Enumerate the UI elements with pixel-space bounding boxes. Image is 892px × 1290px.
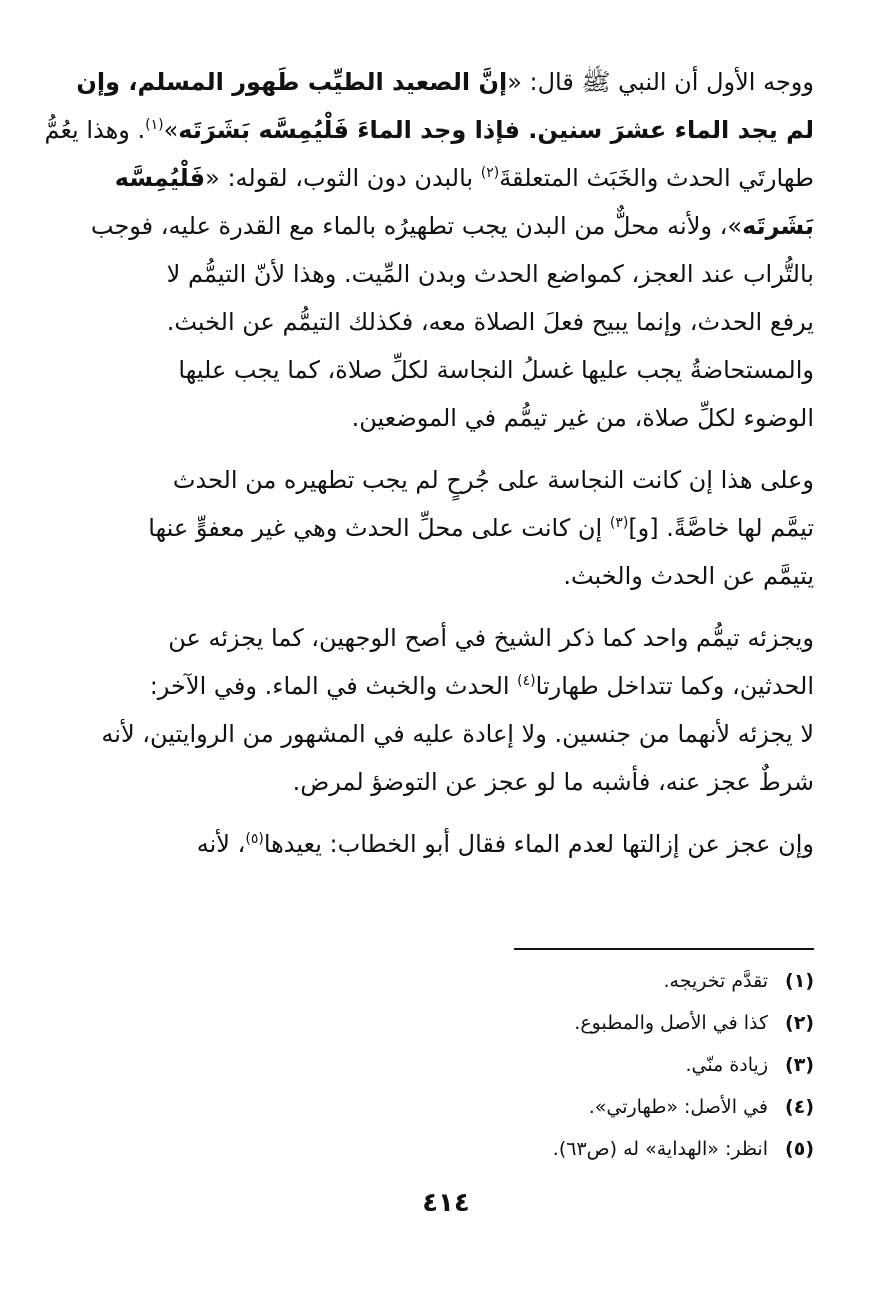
text-line <box>78 346 814 394</box>
text-line <box>78 504 814 552</box>
footnote-text: كذا في الأصل والمطبوع. <box>574 1012 768 1034</box>
footnote <box>78 1044 814 1086</box>
text-run: الحدثين، وكما تتداخل طهارتا <box>535 672 814 700</box>
footnote-divider <box>514 948 814 950</box>
footnote-text: تقدَّم تخريجه. <box>663 970 768 992</box>
paragraph <box>78 820 814 868</box>
text-line <box>78 552 814 600</box>
text-line <box>78 250 814 298</box>
page-number: ٤١٤ <box>422 1188 470 1218</box>
footnote-number: (٤) <box>785 1096 814 1118</box>
text-run: تيمَّم لها خاصَّةً. [و] <box>628 514 814 542</box>
footnotes <box>78 960 814 1170</box>
quoted-text: لم يجد الماء عشرَ سنين. فإذا وجد الماءَ فَلْيُمِسَّه بَشَرَتَه <box>178 116 814 144</box>
footnote <box>78 1002 814 1044</box>
text-run: شرطٌ عجز عنه، فأشبه ما لو عجز عن التوضؤ لمرض. <box>292 768 814 796</box>
text-line <box>78 456 814 504</box>
text-run: ويجزئه تيمُّم واحد كما ذكر الشيخ في أصح الوجهين، كما يجزئه عن <box>168 624 814 652</box>
footnote <box>78 960 814 1002</box>
text-line <box>78 154 814 202</box>
text-line <box>44 106 814 154</box>
text-run: بالبدن دون الثوب، لقوله: « <box>205 164 481 192</box>
text-run: الحدث والخبث في الماء. وفي الآخر: <box>149 672 518 700</box>
text-run: يتيمَّم عن الحدث والخبث. <box>563 562 814 590</box>
footnote-ref: (٢) <box>480 165 500 181</box>
footnote-text: في الأصل: «طهارتي». <box>588 1096 768 1118</box>
text-run: والمستحاضةُ يجب عليها غسلُ النجاسة لكلِّ صلاة، كما يجب عليها <box>178 356 814 384</box>
text-line <box>78 662 814 710</box>
text-line <box>78 202 814 250</box>
text-run: وعلى هذا إن كانت النجاسة على جُرحٍ لم يجب تطهيره من الحدث <box>172 466 814 494</box>
footnote-number: (١) <box>785 970 814 992</box>
footnote-ref: (٣) <box>609 515 629 531</box>
paragraph <box>44 58 814 442</box>
text-run: يرفع الحدث، وإنما يبيح فعلَ الصلاة معه، فكذلك التيمُّم عن الخبث. <box>166 308 814 336</box>
text-run: ووجه الأول أن النبي ﷺ قال: « <box>507 68 814 96</box>
main-text <box>44 58 814 882</box>
text-line <box>78 758 814 806</box>
footnote-text: زيادة منّي. <box>685 1054 768 1076</box>
quoted-text: فَلْيُمِسَّه <box>114 164 206 192</box>
text-line <box>78 710 814 758</box>
text-run: »، ولأنه محلٌّ من البدن يجب تطهيرُه بالماء مع القدرة عليه، فوجب <box>90 212 743 240</box>
text-run: بالتُّراب عند العجز، كمواضع الحدث وبدن المِّيت. وهذا لأنّ التيمُّم لا <box>166 260 814 288</box>
footnote-number: (٢) <box>785 1012 814 1034</box>
footnote-number: (٥) <box>785 1138 814 1160</box>
quoted-text: إنَّ الصعيد الطيِّب طَهور المسلم، وإن <box>76 68 508 96</box>
footnote-ref: (٥) <box>245 831 264 847</box>
footnote <box>78 1086 814 1128</box>
footnote-ref: (٤) <box>517 673 536 689</box>
text-line <box>78 58 814 106</box>
paragraph <box>78 614 814 806</box>
text-line <box>78 298 814 346</box>
text-run: » <box>163 116 179 144</box>
footnote-number: (٣) <box>785 1054 814 1076</box>
text-run: وإن عجز عن إزالتها لعدم الماء فقال أبو الخطاب: يعيدها <box>263 830 814 858</box>
footnote-text: انظر: «الهداية» له (ص٦٣). <box>552 1138 768 1160</box>
text-run: طهارتَي الحدث والخَبَث المتعلقةَ <box>499 164 814 192</box>
text-line <box>78 614 814 662</box>
text-run: لا يجزئه لأنهما من جنسين. ولا إعادة عليه في المشهور من الروايتين، لأنه <box>101 720 814 748</box>
text-run: . وهذا يعُمُّ <box>44 116 146 144</box>
quoted-text: بَشَرتَه <box>742 212 814 240</box>
footnote <box>78 1128 814 1170</box>
footnote-ref: (١) <box>145 117 164 133</box>
text-run: الوضوء لكلِّ صلاة، من غير تيمُّم في الموضعين. <box>351 404 814 432</box>
paragraph <box>78 456 814 600</box>
text-run: إن كانت على محلِّ الحدث وهي غير معفوٍّ عنها <box>148 514 610 542</box>
text-line <box>78 394 814 442</box>
text-run: ، لأنه <box>196 830 246 858</box>
text-line <box>78 820 814 868</box>
